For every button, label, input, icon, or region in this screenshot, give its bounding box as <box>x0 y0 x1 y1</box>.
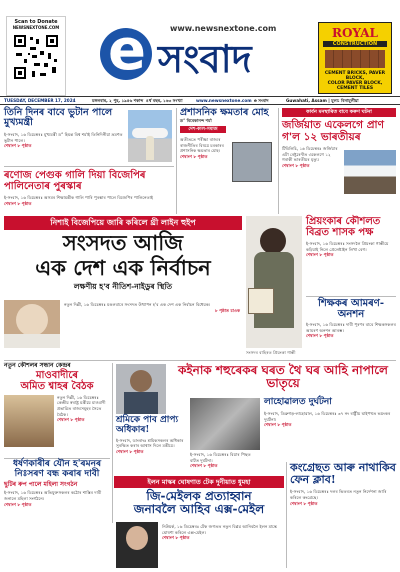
website-url[interactable]: www.newsnextone.com <box>170 24 277 33</box>
demand-more-link[interactable]: শেষাংশ ৮ পৃষ্ঠাত <box>4 501 32 507</box>
bhutan-more-link[interactable]: শেষাংশ ৮ পৃষ্ঠাত <box>4 143 32 149</box>
accident-headline[interactable]: লাহোৱালত দুৰ্ঘটনা <box>264 397 332 407</box>
lead-subheadline: লক্ষণীয় হ'ব নীতিশ-নাইডুৰ স্থিতি <box>73 282 173 292</box>
date-as: মঙ্গলবাৰ, ২ পুহ, ১৯৪৬ শকাব্দ <box>92 98 144 103</box>
ranoj-story[interactable] <box>4 170 174 206</box>
georgia-banner[interactable]: কাৰ্বন মনস্থাৰিত বাবে কৰুণ ঘটনা <box>282 108 396 117</box>
masthead <box>0 0 400 98</box>
worker-more-link[interactable]: শেষাংশ ৮ পৃষ্ঠাত <box>116 449 144 455</box>
lead-body-block <box>64 302 240 313</box>
teacher-body: ই-সংবাদ, ১৬ ডিচেম্বৰঃ দাবী পূৰণৰ বাবে শিক্ষকসকলৰ আমৰণ অনশন আৰম্ভ। <box>306 322 396 333</box>
xmail-body-block <box>162 524 282 541</box>
donate-box <box>6 16 66 96</box>
elon-musk-banner[interactable]: ইলন মাস্কৰ ঘোষণাত টেক দুনীয়াত ধুমহা <box>114 476 284 488</box>
lead-headline-2[interactable]: এক দেশ এক নিৰ্বাচন <box>35 256 211 281</box>
worker-photo <box>116 364 166 414</box>
lead-story[interactable] <box>4 232 242 291</box>
ad-bricks-icon <box>325 50 385 68</box>
georgia-headline[interactable]: জৰ্জিয়াত একেলগে প্ৰাণ গ'ল ১২ ভাৰতীয়ৰ <box>282 119 384 143</box>
demand-headline[interactable]: ধৰ্ষণকাৰীৰ যৌন হ'ৰমনৰ নিঃসৰণ বন্ধ কৰাৰ দাবী <box>12 459 102 479</box>
admin-body: অতীততে পৰীক্ষা ৰাজ্যৰ ৰাজনীতিৰ বিষয়ে চৰকাৰৰ প্ৰশাসনিক ক্ষমতাৰ মোহ। <box>180 137 224 154</box>
date-en: TUESDAY, DECEMBER 17, 2024 <box>4 98 76 103</box>
logo-letter: e <box>108 18 146 83</box>
admin-byline: ড° বিবেকানন্দ শৰ্মা <box>180 118 212 124</box>
maoist-story[interactable] <box>4 363 110 447</box>
worker-headline[interactable]: শ্ৰমিকে পাব প্ৰাপ্য অধিকাৰ! <box>116 415 179 435</box>
teacher-story[interactable] <box>306 298 396 339</box>
priyanka-body: ই-সংবাদ, ১৬ ডিচেম্বৰঃ সংসদলৈ প্ৰিয়ংকা গান্ধীয়ে কঢ়িয়াই নিলে প্ৰেলেষ্টাইন লিখা বেগ। <box>306 241 389 252</box>
lead-headline-1[interactable]: সংসদত আজি <box>62 231 184 255</box>
congress-body: ই-সংবাদ, ১৬ ডিচেম্বৰঃ দলৰ ভিতৰত নতুন নিৰ্দেশনা জাৰি কৰিলে কংগ্ৰেছে। <box>290 489 387 500</box>
accident-more-link[interactable]: শেষাংশ ৮ পৃষ্ঠাত <box>264 422 292 428</box>
worker-body: ই-সংবাদ, ডাংৰাংঃ শ্ৰমিকসকলৰ অধিকাৰ সুৰক্ষিত কৰাৰ আশ্বাস দিলে মন্ত্ৰীয়ে। <box>116 437 184 449</box>
dateline-site[interactable]: www.newsnextone.com <box>196 98 252 103</box>
person-figure <box>146 136 154 160</box>
ad-line: CEMENT TILES <box>336 86 374 91</box>
priyanka-photo <box>246 216 302 348</box>
demand-subheadline: ছুটিৰ ৰুপ পালে মহিলা সংগঠন <box>4 480 78 488</box>
georgia-photo <box>344 150 396 194</box>
ranoj-more-link[interactable]: শেষাংশ ৮ পৃষ্ঠাত <box>4 200 32 206</box>
xmail-more-link[interactable]: শেষাংশ ৮ পৃষ্ঠাত <box>162 535 190 541</box>
bhutan-headline[interactable]: তিনি দিনৰ বাবে ভুটান পালে মুখ্যমন্ত্ৰী <box>4 107 113 129</box>
congress-more-link[interactable]: শেষাংশ ৮ পৃষ্ঠাত <box>290 500 318 506</box>
admin-more-link[interactable]: শেষাংশ ৮ পৃষ্ঠাত <box>180 154 208 160</box>
dateline <box>0 96 400 105</box>
demand-story[interactable] <box>4 460 110 507</box>
modi-photo <box>4 300 60 348</box>
bhutan-story[interactable] <box>4 108 124 149</box>
maoist-headline-2[interactable]: অমিত শ্বাহৰ বৈঠক <box>20 380 94 392</box>
kaina-more-link[interactable]: শেষাংশ ৮ পৃষ্ঠাত <box>190 463 218 469</box>
ad-brand: ROYAL <box>332 26 378 40</box>
lead-body: নতুন দিল্লী, ১৬ ডিচেম্বৰঃ মঙলবাৰে সংসদত উত্থাপন হ'ব এক দেশ এক নিৰ্বাচন বিধেয়ক। <box>64 302 211 307</box>
kaina-body-block <box>190 452 260 469</box>
maoist-more-link[interactable]: শেষাংশ ৮ পৃষ্ঠাত <box>57 417 85 423</box>
priyanka-caption: সংসদৰ বাহিৰত প্ৰিয়ংকা গান্ধী <box>246 350 296 355</box>
qr-code-icon[interactable] <box>12 33 60 81</box>
author-photo <box>232 142 272 182</box>
lead-more-link[interactable]: ৮ পৃষ্ঠাত চাওক <box>214 307 240 313</box>
priyanka-headline[interactable]: প্ৰিয়ংকাৰ কৌশলত বিব্ৰত শাসক পক্ষ <box>306 216 381 238</box>
accident-body: ই-সংবাদ, ডিব্ৰুগড়-লাহোৱাল, ১৬ ডিচেম্বৰঃ ৩৭ নং ৰাষ্ট্ৰীয় ঘাইপথত ভয়ংকৰ দুৰ্ঘটনা। <box>264 410 391 422</box>
dateline-place: Guwahati, Assam | মূল্য: বিনামূলীয়া <box>286 98 359 103</box>
worker-story[interactable] <box>116 416 186 455</box>
kaina-story[interactable] <box>170 364 396 390</box>
georgia-more-link[interactable]: শেষাংশ ৮ পৃষ্ঠাত <box>282 163 310 169</box>
georgia-story[interactable] <box>282 120 396 169</box>
accident-story[interactable] <box>264 398 396 428</box>
maoist-headline-1[interactable]: মাওবাদীৰে <box>35 369 79 381</box>
ranoj-headline[interactable]: ৰণোজ পেগুক গালি দিয়া বিজেপিৰ পালিনেতাৰ পুৰস্কাৰ <box>4 170 146 192</box>
royal-ad[interactable] <box>318 22 392 94</box>
three-line-whip-banner[interactable]: নিশাই বিজেপিয়ে জাৰি কৰিলে থ্ৰী লাইন হুইপ <box>4 216 242 230</box>
congress-headline[interactable]: কংগ্ৰেছত আৰু নাথাকিব ফেন ক্লাব! <box>290 461 396 487</box>
xmail-headline-2[interactable]: জনাবলৈ আহিব এক্স-মেইল <box>133 502 265 517</box>
ranoj-body: ই-সংবাদ, ১৬ ডিচেম্বৰঃ অসমৰ শিক্ষামন্ত্ৰীক গালি পাৰি পুৰস্কাৰ পালে বিজেপিৰ পালিনেতাই <box>4 195 154 200</box>
donate-url: NEWSNEXTONE.COM <box>12 25 60 30</box>
xmail-headline-1[interactable]: জি-মেইলক প্ৰত্যাহ্বান <box>146 489 252 503</box>
shah-meeting-photo <box>4 395 54 447</box>
admin-headline[interactable]: প্ৰশাসনিক ক্ষমতাৰ মোহ <box>180 107 269 118</box>
ad-line: CEMENT BRICKS, PAVER BLOCK, <box>324 71 386 81</box>
elon-musk-photo <box>116 522 158 568</box>
ad-line: COLOR PAVER BLOCK, <box>327 81 383 86</box>
kaina-body: ই-সংবাদ, ১৬ ডিচেম্বৰঃ বিয়াৰ পিছত বাটত দুৰ্ঘটনা। <box>190 452 251 463</box>
maoist-kicker: নতুন কৌশলৰ সন্ধান কেন্দ্ৰৰ <box>4 362 71 369</box>
admin-power-story[interactable] <box>180 108 276 160</box>
xmail-body: নিউয়ৰ্ক, ১৬ ডিচেম্বৰঃ টেক জগতত নতুন বিপ্লৱ আনিবলৈ ইলন মাস্কে ঘোষণা কৰিলে এক্স-মেইল। <box>162 524 277 535</box>
palestine-bag-icon <box>248 288 274 314</box>
demand-body: ই-সংবাদ, ১৬ ডিচেম্বৰঃ অভিযুক্তসকলৰ কঠোৰ শাস্তিৰ দাবী জনালে মহিলা সংগঠনে। <box>4 490 102 502</box>
ad-sub: CONSTRUCTION <box>323 41 387 47</box>
teacher-more-link[interactable]: শেষাংশ ৮ পৃষ্ঠাত <box>306 333 334 339</box>
georgia-body: টিবিলিচি, ১৬ ডিচেম্বৰঃ জৰ্জিয়াৰ এটা ৰেষ্টুৰেণ্টত একেলগে ১২ গৰাকী ভাৰতীয়ৰ মৃত্যু। <box>282 146 338 163</box>
congress-story[interactable] <box>290 462 396 506</box>
dateline-brand: e সংবাদ <box>254 98 269 103</box>
crash-photo <box>190 398 260 450</box>
bhutan-body: ই-সংবাদ, ১৬ ডিচেম্বৰঃ মুখ্যমন্ত্ৰী ড° হিমন্ত বিশ্ব শৰ্মাই তিনিদিনীয়া ভ্ৰমণত ভুটান পালে। <box>4 131 123 143</box>
logo <box>100 18 310 84</box>
admin-section: দেশ-কাল-সমাজ <box>180 126 226 133</box>
logo-title: সংবাদ <box>158 37 252 81</box>
donate-label: Scan to Donate <box>14 19 58 25</box>
issue-no: ৪ৰ্থ বছৰ, ১৬৩ সংখ্যা <box>146 98 183 103</box>
xmail-story[interactable] <box>114 490 284 516</box>
priyanka-story[interactable] <box>306 216 396 258</box>
priyanka-more-link[interactable]: শেষাংশ ৮ পৃষ্ঠাত <box>306 252 334 258</box>
teacher-headline[interactable]: শিক্ষকৰ আমৰণ-অনশন <box>317 298 385 320</box>
kaina-headline[interactable]: কইনাক শহুৰেকৰ ঘৰত থৈ ঘৰ আহি নাপালে ভাতৃয়ে <box>178 363 388 391</box>
bhutan-photo <box>128 110 172 162</box>
maoist-body: নতুন দিল্লী, ১৬ ডিচেম্বৰঃ কেন্দ্ৰীয় স্বৰাষ্ট্ৰ মন্ত্ৰীয়ে মাওবাদী প্ৰভাৱিত ৰাজ্যসমূহৰ সৈতে বৈঠক। <box>57 394 106 417</box>
